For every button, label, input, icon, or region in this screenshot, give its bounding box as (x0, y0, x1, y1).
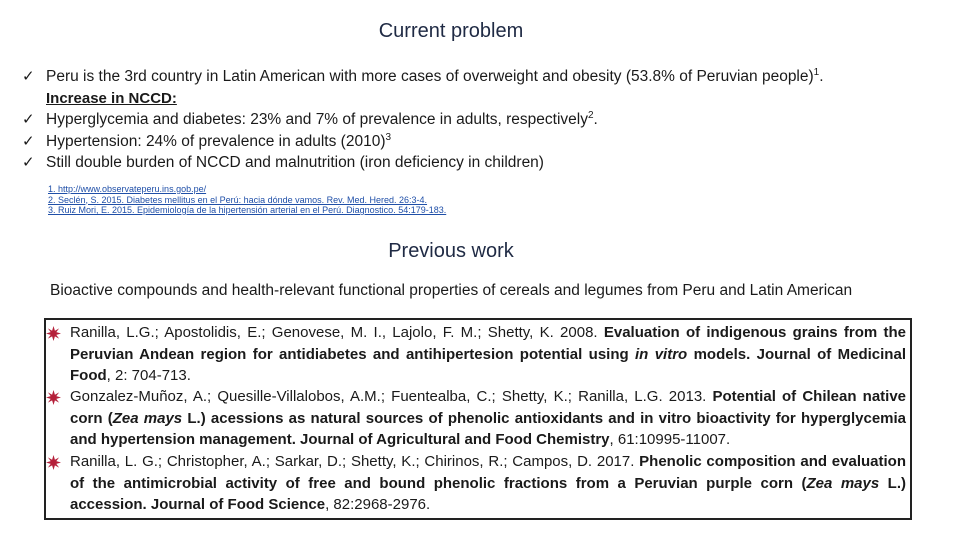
reference-link[interactable]: 3. Ruiz Mori, E. 2015. Epidemiología de la hipertensión arterial en el Perú. Diagnostico. 54:179-183. (48, 205, 447, 215)
ncCD-subheading: Increase in NCCD: (46, 89, 177, 107)
checkmark-icon: ✓ (22, 111, 35, 128)
starburst-bullet-icon (46, 326, 61, 341)
paper-item: Gonzalez-Muñoz, A.; Quesille-Villalobos, A.M.; Fuentealba, C.; Shetty, K.; Ranilla, L.G. 2013. Potential of Chilean native corn (Zea mays L.) acessions as natural sources of phenolic antioxidants and in vitro bioactivity for hyperglycemia and hypertension management. Journal of Agricultural and Food Chemistry, 61:10995-11007. (48, 386, 906, 451)
paper-item: Ranilla, L. G.; Christopher, A.; Sarkar, D.; Shetty, K.; Chirinos, R.; Campos, D. 2017. Phenolic composition and evaluation of the antimicrobial activity of free and bound phenolic fractions from a Peruvian purple corn (Zea mays L.) accession. Journal of Food Science, 82:2968-2976. (48, 451, 906, 516)
starburst-bullet-icon (46, 390, 61, 405)
checkmark-icon: ✓ (22, 154, 35, 171)
footnote-ref: 1 (813, 66, 820, 78)
previous-work-intro: Bioactive compounds and health-relevant functional properties of cereals and legumes from Peru and Latin American (50, 282, 853, 299)
paper-item: Ranilla, L.G.; Apostolidis, E.; Genovese, M. I., Lajolo, F. M.; Shetty, K. 2008. Evaluation of indigenous grains from the Peruvian Andean region for antidiabetes and antihipertesion potential using in vitro models. Journal of Medicinal Food, 2: 704-713. (48, 322, 906, 387)
current-problem-list (22, 66, 952, 174)
current-problem-title: Current problem (378, 20, 524, 42)
item-text: Still double burden of NCCD and malnutrition (iron deficiency in children) (46, 154, 544, 171)
list-item (22, 109, 952, 131)
checkmark-icon: ✓ (22, 132, 35, 150)
list-item (22, 66, 952, 88)
list-item (22, 152, 952, 174)
footnote-ref: 2 (587, 109, 594, 121)
previous-work-title: Previous work (388, 240, 514, 262)
reference-link[interactable]: 2. Seclén, S. 2015. Diabetes mellitus en el Perú: hacia dónde vamos. Rev. Med. Hered. 26:3-4. (48, 194, 428, 205)
list-item (22, 131, 952, 153)
checkmark-icon: ✓ (22, 68, 35, 85)
item-text: Hyperglycemia and diabetes: 23% and 7% of prevalence in adults, respectively$^2$. (46, 109, 598, 128)
item-text: Peru is the 3rd country in Latin American with more cases of overweight and obesity (53.8% of Peruvian people)$^1$. (46, 66, 824, 85)
item-text: Hypertension: 24% of prevalence in adults $(2010)^3$ (46, 131, 392, 150)
reference-link[interactable]: 1. http://www.observateperu.ins.gob.pe/ (48, 184, 207, 194)
footnote-ref: 3 (385, 131, 392, 143)
references (48, 184, 446, 216)
starburst-bullet-icon (46, 455, 61, 470)
